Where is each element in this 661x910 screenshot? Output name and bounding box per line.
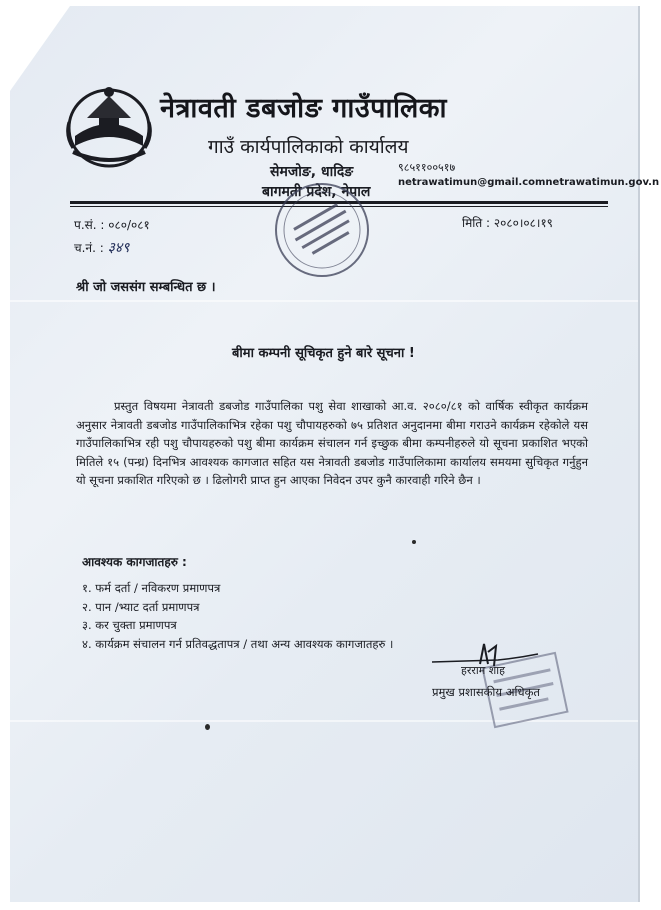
dispatch-number	[74, 238, 129, 257]
phone-number: ९८५११००५१७	[398, 161, 456, 174]
letter-date: मिति : २०८०।०८।१९	[462, 216, 553, 230]
office-stamp	[270, 178, 375, 283]
folded-corner	[10, 6, 70, 91]
subject-line: बीमा कम्पनी सूचिकृत हुने बारे सूचना !	[232, 346, 415, 361]
email-website: netrawatimun@gmail.comnetrawatimun.gov.n	[398, 177, 660, 188]
address-line-1: सेमजोङ, धादिङ	[270, 164, 354, 180]
list-item: ४. कार्यक्रम संचालन गर्न प्रतिवद्धतापत्र / तथा अन्य आवश्यक कागजातहरु ।	[82, 636, 394, 651]
letter-reference-number: प.सं. : ०८०/०८१	[74, 218, 150, 232]
documents-heading: आवश्यक कागजातहरु :	[82, 555, 187, 569]
signatory-designation: प्रमुख प्रशासकीय अधिकृत	[432, 685, 540, 699]
body-paragraph: प्रस्तुत विषयमा नेत्रावती डबजोड गाउँपालिका पशु सेवा शाखाको आ.व. २०८०/८१ को वार्षिक स्वीकृत कार्यक्रम अनुसार नेत्रावती डबजोड गाउँपालिकाभित्र रहेका पशु चौपायहरुको ७५ प्रतिशत अनुदानमा बीमा गराउने कार्यक्रम रहेकोले यस गाउँपालिकाभित्र रही पशु चौपायहरुको पशु बीमा कार्यक्रम संचालन गर्न इच्छुक बीमा कम्पनीहरुले यो सूचना प्रकाशित भएको मितिले १५ (पन्ध्र) दिनभित्र आवश्यक कागजात सहित यस नेत्रावती डबजोड गाउँपालिकामा कार्यालय समयमा सुचिकृत गर्नुहुन यो सूचना प्रकाशित गरिएको छ । ढिलोगरी प्राप्त हुन आएका निवेदन उपर कुनै कारवाही गरिने छैन ।	[76, 399, 588, 488]
ink-spot	[412, 540, 416, 544]
list-item: १. फर्म दर्ता / नविकरण प्रमाणपत्र	[82, 581, 221, 595]
list-item: २. पान /भ्याट दर्ता प्रमाणपत्र	[82, 599, 200, 614]
signatory-name: हरराम शाह	[461, 664, 505, 677]
paper-crease	[10, 300, 638, 302]
nepal-emblem-icon	[63, 82, 155, 170]
dispatch-label: च.नं. :	[74, 241, 104, 255]
office-subtitle: गाउँ कार्यपालिकाको कार्यालय	[208, 136, 409, 158]
dispatch-value: ३४९	[107, 240, 130, 256]
list-item: ३. कर चुक्ता प्रमाणपत्र	[82, 618, 177, 632]
address-line-2: बागमती प्रदेश, नेपाल	[262, 184, 371, 200]
documents-list	[82, 579, 393, 653]
ink-spot	[205, 724, 210, 730]
addressee: श्री जो जससंग सम्बन्धित छ ।	[76, 280, 216, 295]
municipality-title: नेत्रावती डबजोङ गाउँपालिका	[160, 93, 448, 124]
